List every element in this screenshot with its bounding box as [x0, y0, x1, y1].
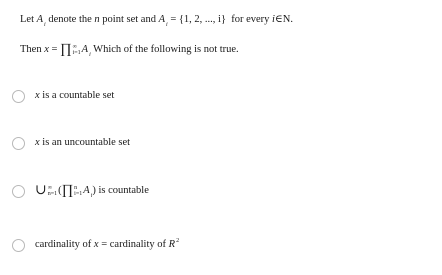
question-prompt: Which of the following is not true. — [93, 44, 239, 55]
option-1-radio[interactable] — [12, 90, 25, 103]
product-limits — [73, 44, 81, 56]
product-limits-2 — [74, 185, 82, 197]
question-line-1 — [20, 13, 293, 28]
question-text-denote: denote the — [48, 14, 92, 25]
question-word-let: Let — [20, 14, 34, 25]
option-4-variable-x: x — [93, 238, 99, 250]
option-3-label[interactable] — [35, 183, 149, 199]
option-2-radio[interactable] — [12, 137, 25, 150]
option-4[interactable] — [12, 237, 179, 253]
union-lower-limit: n=1 — [47, 190, 58, 197]
option-1-variable-x: x — [35, 90, 40, 101]
option-3-text: is countable — [98, 185, 149, 196]
option-4-label[interactable] — [35, 238, 179, 253]
product-lower-limit-2: i=1 — [74, 190, 83, 197]
set-A-symbol-3: A — [81, 44, 89, 55]
option-2-text: is an uncountable set — [42, 137, 131, 148]
close-paren: ) — [92, 185, 96, 196]
union-symbol: ∪ — [35, 183, 47, 198]
question-text-point-set: point set and — [102, 14, 156, 25]
set-definition: = {1, 2, ..., i} — [170, 14, 226, 25]
option-1-label[interactable] — [35, 89, 114, 103]
question-line-2 — [20, 42, 239, 58]
option-3-radio[interactable] — [12, 185, 25, 198]
option-2-label[interactable] — [35, 136, 130, 150]
variable-i: i — [272, 14, 275, 25]
product-lower-limit: i=1 — [72, 49, 81, 56]
option-4-equals-text: = cardinality of — [101, 238, 167, 250]
set-A-symbol: A — [36, 14, 44, 25]
option-2[interactable] — [12, 135, 130, 151]
variable-n: n — [94, 14, 100, 25]
real-numbers-exponent: 2 — [176, 237, 180, 244]
union-upper-limit: ∞ — [47, 184, 53, 191]
set-A-subscript: i — [44, 22, 46, 28]
equals-sign: = — [51, 44, 58, 55]
set-A-subscript-2: i — [166, 22, 168, 28]
option-3[interactable] — [12, 183, 149, 199]
set-A-subscript-4: i — [90, 193, 93, 199]
product-symbol-2: ∏ — [61, 183, 74, 198]
question-text-for-every: for every — [231, 14, 270, 25]
open-paren: ( — [58, 185, 62, 196]
option-4-radio[interactable] — [12, 239, 25, 252]
option-1-text: is a countable set — [42, 90, 115, 101]
product-symbol: ∏ — [60, 42, 72, 57]
variable-x: x — [44, 44, 49, 55]
option-1[interactable] — [12, 88, 114, 104]
product-upper-limit: ∞ — [72, 43, 77, 50]
product-upper-limit-2: n — [74, 184, 78, 191]
set-A-symbol-4: A — [83, 185, 90, 196]
set-A-subscript-3: i — [89, 52, 91, 58]
option-2-variable-x: x — [35, 137, 40, 148]
set-A-symbol-2: A — [158, 14, 166, 25]
element-of-N: ∈N. — [274, 14, 293, 25]
union-limits — [48, 185, 57, 197]
option-4-text: cardinality of — [35, 238, 92, 250]
question-word-then: Then — [20, 44, 42, 55]
real-numbers-R: R — [168, 238, 176, 250]
